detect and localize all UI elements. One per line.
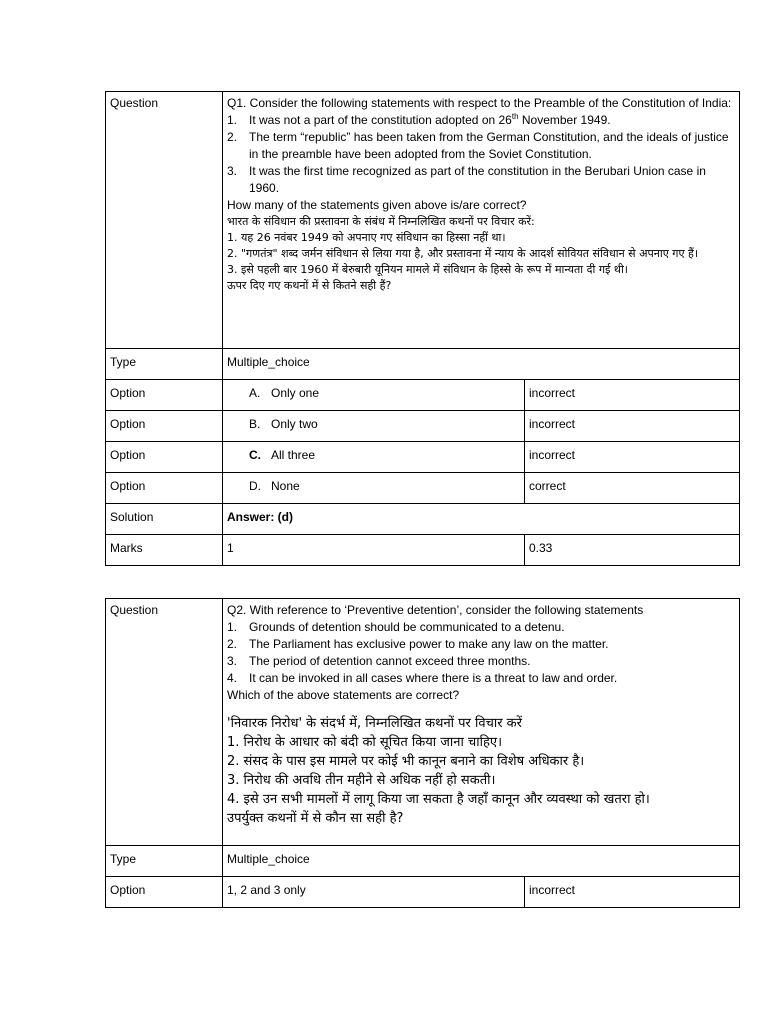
- q1-solution-label: Solution: [106, 504, 223, 535]
- q1-type-label: Type: [106, 349, 223, 380]
- q1-hindi-statement-2: 2. "गणतंत्र" शब्द जर्मन संविधान से लिया गया है, और प्रस्तावना में न्याय के आदर्श सोवियत संविधान से अपनाए गए हैं।: [227, 247, 699, 260]
- q2-option-1-status: incorrect: [525, 877, 740, 908]
- q2-hindi-ask: उपर्युक्त कथनों में से कौन सा सही है?: [227, 811, 404, 826]
- q2-table: [105, 598, 740, 908]
- q1-question-cell: [223, 92, 740, 349]
- q2-intro: Q2. With reference to ‘Preventive detention’, consider the following statements: [227, 603, 644, 617]
- q2-hindi-statement-4: 4. इसे उन सभी मामलों में लागू किया जा सकता है जहाँ कानून और व्यवस्था को खतरा हो।: [227, 792, 650, 807]
- q2-option-1: 1, 2 and 3 only: [223, 877, 525, 908]
- q2-hindi-statement-2: 2. संसद के पास इस मामले पर कोई भी कानून बनाने का विशेष अधिकार है।: [227, 754, 585, 769]
- q1-question-row: [106, 92, 740, 349]
- q2-statement-2: 2. The Parliament has exclusive power to make any law on the matter.: [227, 637, 609, 651]
- q1-option-d: D. None: [223, 473, 525, 504]
- q2-ask: Which of the above statements are correct?: [227, 688, 460, 702]
- q2-spacer: [227, 704, 735, 714]
- q1-option-label: Option: [106, 380, 223, 411]
- q2-question-cell: [223, 599, 740, 846]
- q1-option-d-status: correct: [525, 473, 740, 504]
- q1-statement-3: 3. It was the first time recognized as part of the constitution in the Berubari Union case in 1960.: [227, 164, 706, 195]
- q1-question-label: Question: [106, 92, 223, 349]
- q1-marks-value: 1: [223, 535, 525, 566]
- q1-hindi-statement-1: 1. यह 26 नवंबर 1949 को अपनाए गए संविधान का हिस्सा नहीं था।: [227, 231, 506, 244]
- q1-option-row: [106, 380, 740, 411]
- q1-option-b-status: incorrect: [525, 411, 740, 442]
- q2-hindi-statement-3: 3. निरोध की अवधि तीन महीने से अधिक नहीं हो सकती।: [227, 773, 496, 788]
- q1-marks-row: [106, 535, 740, 566]
- q1-option-label: Option: [106, 411, 223, 442]
- q1-option-a: A. Only one: [223, 380, 525, 411]
- q1-option-row: [106, 411, 740, 442]
- q2-type-value: Multiple_choice: [223, 846, 740, 877]
- q1-marks-label: Marks: [106, 535, 223, 566]
- q2-type-row: [106, 846, 740, 877]
- q1-hindi-ask: ऊपर दिए गए कथनों में से कितने सही हैं?: [227, 279, 392, 292]
- q1-intro: Q1. Consider the following statements with respect to the Preamble of the Constitution of India:: [227, 96, 732, 110]
- q1-hindi-intro: भारत के संविधान की प्रस्तावना के संबंध में निम्नलिखित कथनों पर विचार करें:: [227, 215, 535, 228]
- q1-table: [105, 91, 740, 566]
- q2-statement-1: 1. Grounds of detention should be communicated to a detenu.: [227, 620, 565, 634]
- q1-option-a-status: incorrect: [525, 380, 740, 411]
- q1-ask: How many of the statements given above is/are correct?: [227, 198, 527, 212]
- q2-statement-4: 4. It can be invoked in all cases where there is a threat to law and order.: [227, 671, 618, 685]
- q2-question-label: Question: [106, 599, 223, 846]
- q1-option-label: Option: [106, 442, 223, 473]
- q1-option-row: [106, 442, 740, 473]
- q1-option-row: [106, 473, 740, 504]
- q1-solution-value: Answer: (d): [223, 504, 740, 535]
- q1-option-c-status: incorrect: [525, 442, 740, 473]
- q1-solution-row: [106, 504, 740, 535]
- q2-option-label: Option: [106, 877, 223, 908]
- q1-statement-1: 1. It was not a part of the constitution adopted on 26th November 1949.: [227, 112, 611, 127]
- q2-option-row: [106, 877, 740, 908]
- q1-type-value: Multiple_choice: [223, 349, 740, 380]
- q2-statement-3: 3. The period of detention cannot exceed three months.: [227, 654, 531, 668]
- q2-type-label: Type: [106, 846, 223, 877]
- q2-hindi-statement-1: 1. निरोध के आधार को बंदी को सूचित किया जाना चाहिए।: [227, 735, 503, 750]
- q1-option-label: Option: [106, 473, 223, 504]
- q1-option-c: C. All three: [223, 442, 525, 473]
- q2-statement-list: [227, 619, 735, 687]
- q1-statement-2: 2. The term “republic” has been taken from the German Constitution, and the ideals of justice in the preamble have been adopted from the Soviet Constitution.: [227, 130, 729, 161]
- q1-option-b: B. Only two: [223, 411, 525, 442]
- q2-hindi-intro: 'निवारक निरोध' के संदर्भ में, निम्नलिखित कथनों पर विचार करें: [227, 716, 522, 731]
- q1-hindi-statement-3: 3. इसे पहली बार 1960 में बेरुबारी यूनियन मामले में संविधान के हिस्से के रूप में मान्यता दी गई थी।: [227, 263, 628, 276]
- q2-question-row: [106, 599, 740, 846]
- q1-statement-list: [227, 112, 735, 197]
- q1-negative-marks: 0.33: [525, 535, 740, 566]
- q1-type-row: [106, 349, 740, 380]
